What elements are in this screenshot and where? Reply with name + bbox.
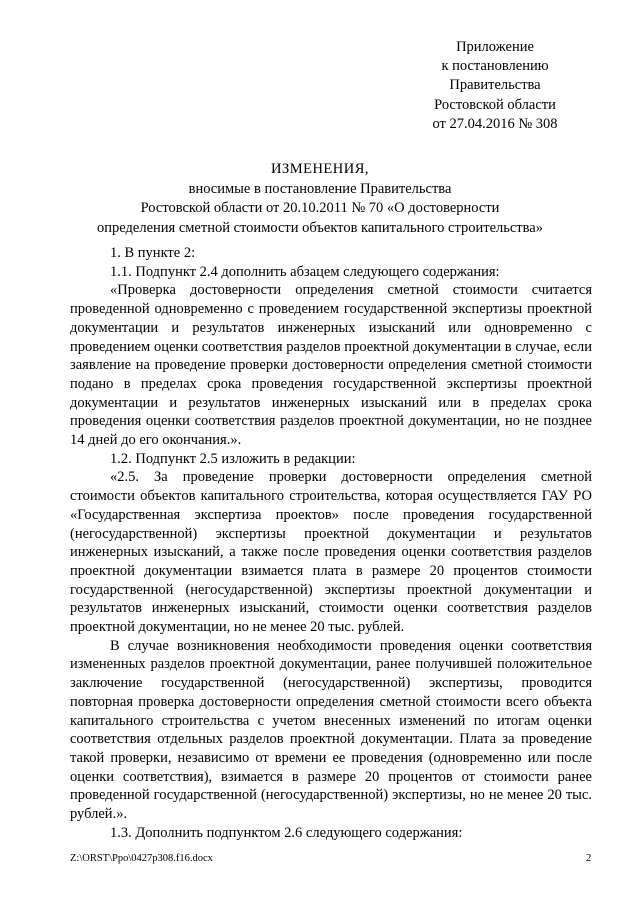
document-heading xyxy=(40,160,600,238)
paragraph-quote-2-5: «2.5. За проведение проверки достоверности определения сметной стоимости объектов капитального строительства, которая осуществляется ГАУ РО «Государственная экспертиза проектов» после проведения государственной (негосударственной) экспертизы проектной документации и результатов инженерных изысканий, а также после проведения оценки соответствия разделов проектной документации взимается плата в размере 20 процентов стоимости государственной (негосударственной) экспертизы проектной документации и результатов инженерных изысканий, стоимости оценки соответствия разделов проектной документации, но не менее 20 тыс. рублей. xyxy=(70,469,592,636)
paragraph-quote-2-4: «Проверка достоверности определения сметной стоимости считается проведенной одновременно с проведением государственной экспертизы проектной документации и результатов инженерных изысканий или одновременно с проведением оценки соответствия разделов проектной документации в случае, если заявление на проведение проверки достоверности определения сметной стоимости подано в пределах срока проведения государственной экспертизы проектной документации и результатов инженерных изысканий или в пределах срока проведения оценки соответствия разделов проектной документации, но не позднее 14 дней до его окончания.». xyxy=(70,282,592,449)
appendix-line: от 27.04.2016 № 308 xyxy=(432,115,558,132)
heading-line: определения сметной стоимости объектов капитального строительства» xyxy=(97,219,543,236)
appendix-line: Приложение xyxy=(456,39,534,55)
heading-line: Ростовской области от 20.10.2011 № 70 «О достоверности xyxy=(140,200,500,216)
footer-file-path: Z:\ORST\Ppo\0427p308.f16.docx xyxy=(70,853,213,864)
paragraph-item-1-1: 1.1. Подпункт 2.4 дополнить абзацем следующего содержания: xyxy=(110,263,500,280)
paragraph-item-1: 1. В пункте 2: xyxy=(110,245,196,261)
appendix-line: Ростовской области xyxy=(434,96,556,113)
heading-line: вносимые в постановление Правительства xyxy=(188,180,452,197)
appendix-block xyxy=(395,38,595,134)
appendix-line: к постановлению xyxy=(441,58,549,75)
document-body xyxy=(70,244,592,843)
appendix-line: Правительства xyxy=(449,77,541,94)
paragraph-item-1-2: 1.2. Подпункт 2.5 изложить в редакции: xyxy=(110,450,356,467)
footer-page-number: 2 xyxy=(586,853,592,864)
paragraph-repeat-check: В случае возникновения необходимости проведения оценки соответствия измененных разделов проектной документации, ранее получившей положительное заключение государственной (негосударственной) экспертизы, проводится повторная проверка достоверности определения сметной стоимости всего объекта капитального строительства с учетом внесенных изменений по итогам оценки соответствия отдельных разделов проектной документации. Плата за проведение такой проверки, независимо от времени ее проведения (одновременно или после оценки соответствия), взимается в размере 20 процентов от стоимости ранее проведенной государственной (негосударственной) экспертизы, но не менее 20 тыс. рублей.». xyxy=(70,637,592,823)
paragraph-item-1-3: 1.3. Дополнить подпунктом 2.6 следующего содержания: xyxy=(110,824,463,841)
heading-title: ИЗМЕНЕНИЯ, xyxy=(270,161,370,177)
